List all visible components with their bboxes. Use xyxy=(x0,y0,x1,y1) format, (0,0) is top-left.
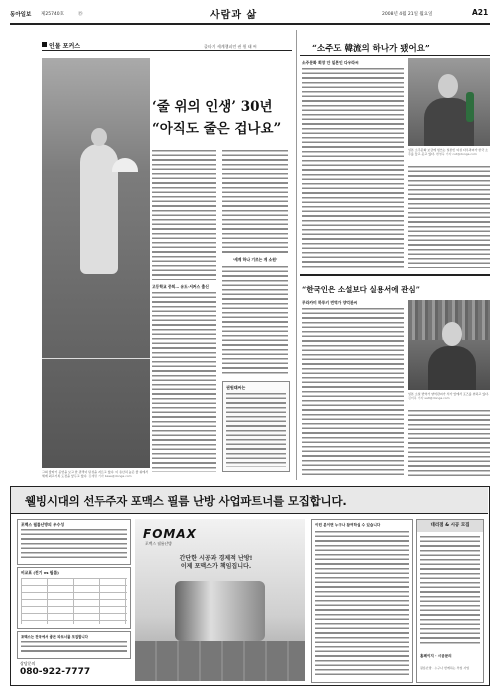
ad-comparison-table xyxy=(21,578,127,624)
performer-fan xyxy=(112,158,138,172)
ad-left-box1 xyxy=(17,519,131,565)
ad-left-box1-text xyxy=(21,529,127,561)
performer-head xyxy=(91,128,107,146)
main-subhead1: 고등학교 중퇴… 유도·서커스 출신 xyxy=(152,284,209,289)
ad-floor-visual xyxy=(135,641,305,681)
issue-date: 2008년 4월 21일 월요일 xyxy=(382,11,433,17)
ad-right-side xyxy=(416,519,484,683)
ad-right-box-list xyxy=(315,531,409,677)
right1-credit: 변영욱 기자 cut@donga.com xyxy=(435,152,477,156)
ad-heating-film-roll xyxy=(175,581,265,641)
right1-soju-bottle xyxy=(466,92,474,122)
right1-caption xyxy=(408,148,490,156)
ad-left-box3-title: 포맥스는 전국에서 좋은 파트너를 모집합니다 xyxy=(21,635,88,639)
ad-brand-sub: 포맥스 필름난방 xyxy=(145,541,172,546)
performer-figure xyxy=(80,144,118,274)
right1-body2 xyxy=(408,166,490,268)
column-tag-rule xyxy=(42,50,292,51)
column-tag-label: 인물 포커스 xyxy=(49,43,81,50)
ad-left-box1-title: 포맥스 필름난방의 우수성 xyxy=(21,522,64,527)
ad-footer-note: 필름난방 · 누구나 함께하는 부업 사업 xyxy=(420,666,470,670)
ad-frame xyxy=(10,486,490,686)
main-photo-caption xyxy=(42,470,150,478)
ad-left-box3 xyxy=(17,631,131,659)
right2-credit: 김미옥 기자 salt@donga.com xyxy=(408,396,450,400)
right-section-rule xyxy=(300,274,490,276)
ad-right-box-title: 이런 분이면 누구나 참여하실 수 있습니다 xyxy=(315,523,381,527)
main-headline-line2: “아직도 줄은 겁나요” xyxy=(152,121,282,137)
main-body-col2 xyxy=(222,150,288,253)
right1-body xyxy=(302,68,404,268)
page-header xyxy=(10,3,490,25)
newspaper-name: 동아일보 xyxy=(10,12,32,18)
ad-center-panel xyxy=(135,519,305,681)
right2-person-head xyxy=(442,322,462,346)
profile-sidebar xyxy=(222,381,290,472)
right1-subhead: 소주문화 회장 안 일본인 다우라씨 xyxy=(302,60,359,65)
right2-headline: “한국인은 소설보다 실용서에 관심” xyxy=(302,285,420,294)
ad-right-box xyxy=(311,519,413,683)
column-tag-square-icon xyxy=(42,42,47,47)
ad-left-box3-text xyxy=(21,641,127,655)
ad-brand-logo: FOMAX xyxy=(143,527,197,541)
ad-right-side-text xyxy=(420,536,480,646)
right1-rule xyxy=(300,55,490,56)
main-headline xyxy=(152,96,292,140)
right2-subhead: 무라카미 하루키 번역가 양억관씨 xyxy=(302,300,358,305)
ad-right-side-footer: 홈페이지 · 시공문의 xyxy=(420,654,452,658)
main-body-col1b xyxy=(152,292,216,472)
right1-person-head xyxy=(438,74,458,98)
ad-slogan-line2: 이제 포맥스가 책임집니다. xyxy=(180,563,252,570)
right1-photo xyxy=(408,58,490,146)
page-number: A21 xyxy=(472,8,489,17)
main-photo-credit: 김재명 기자 base@donga.com xyxy=(88,474,132,478)
right2-body2 xyxy=(408,410,490,478)
section-number: ⑮ xyxy=(78,11,83,17)
ad-phone-box xyxy=(17,661,129,681)
profile-sidebar-title: 권원태씨는 xyxy=(226,385,246,390)
main-body-col1 xyxy=(152,150,216,280)
profile-sidebar-list xyxy=(226,393,286,467)
ad-slogan xyxy=(161,555,271,571)
main-body-col2b xyxy=(222,266,288,376)
ad-slogan-line1: 간단한 시공과 경제적 난방! xyxy=(179,555,253,562)
ad-phone-label: 상담문의 xyxy=(20,661,36,666)
header-rule xyxy=(10,23,490,25)
performer-photo xyxy=(42,58,150,468)
main-caption-text: 그의 줄타기 공연을 보고 한 관객이 탄성을 지르고 있다. 이 유난히 높은 줄 위에서 세계 최고기록 도전을 앞두고 있다. xyxy=(42,470,149,478)
right2-caption-text: 일본 소설 번역가 양억관씨가 서가 앞에서 포즈를 취하고 있다. xyxy=(408,392,490,396)
right2-photo xyxy=(408,300,490,390)
ad-right-side-title: 대리점 & 시공 모집 xyxy=(417,520,483,532)
right2-body xyxy=(302,308,404,478)
tightrope-line xyxy=(42,358,150,359)
ad-headline: 웰빙시대의 선두주자 포맥스 필름 난방 사업파트너를 모집합니다. xyxy=(25,494,347,508)
column-divider xyxy=(296,30,297,480)
main-byline: 줄타기 세계챔피언 권 원 태 씨 xyxy=(204,44,257,49)
section-title: 사람과 삶 xyxy=(210,10,258,21)
right1-headline: “소주도 韓流의 하나가 됐어요” xyxy=(312,44,430,54)
main-headline-line1: ‘줄 위의 인생’ 30년 xyxy=(152,99,273,115)
main-subhead2: ‘세계 하나 기르는 게 소원’ xyxy=(232,257,278,262)
right2-caption xyxy=(408,392,490,400)
issue-number: 제25740호 xyxy=(41,11,65,17)
right1-caption-text: 일본 소주문화 보급에 힘쓰는 일본인 여성 다우라씨가 한국 소주를 들고 웃고 있다. xyxy=(408,148,489,156)
ad-left-box2 xyxy=(17,567,131,629)
ad-left-box2-title: 비교표 (전기 vs 필름) xyxy=(21,570,59,575)
ad-phone-number[interactable]: 080-922-7777 xyxy=(20,667,91,677)
right2-person-body xyxy=(428,346,476,390)
ad-headline-bar xyxy=(11,487,488,514)
